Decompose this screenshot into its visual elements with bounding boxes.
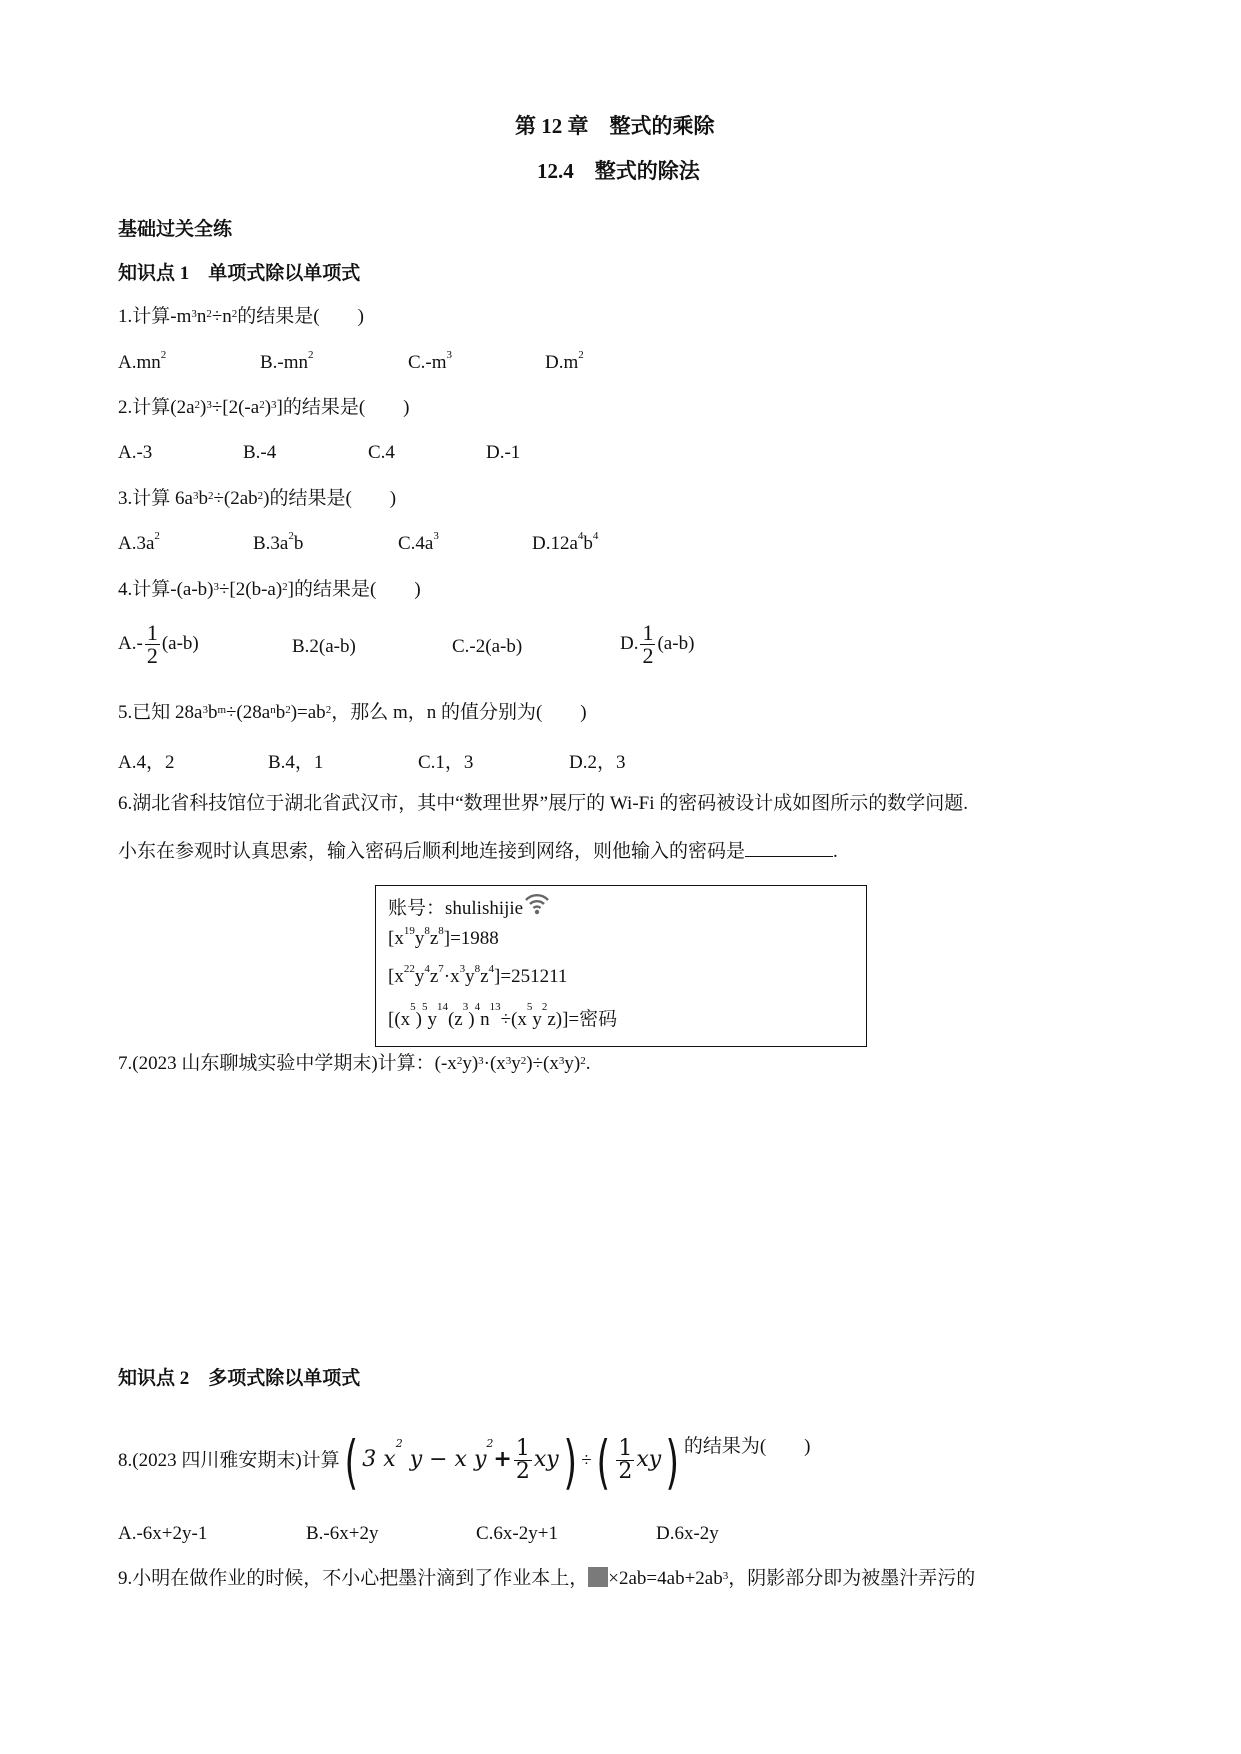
wifi-password-box bbox=[375, 885, 867, 1047]
q3-option-a[interactable]: $A.3a^2$ bbox=[118, 530, 160, 554]
q5-option-a[interactable]: A.4，2 bbox=[118, 752, 175, 773]
question-1: 1.计算$-m^3n^2\div n^2$的结果是( ) bbox=[118, 306, 364, 327]
q1-option-a[interactable]: $A.mn^2$ bbox=[118, 349, 167, 373]
q2-option-c[interactable]: C.4 bbox=[368, 442, 395, 463]
question-8: 8.(2023 四川雅安期末)计算( 3 $x^2$ y − x $y^2+$ $\frac{1}{2}$ xy) ÷( $\frac{1}{2}$ xy) 的结果为( ) bbox=[118, 1427, 811, 1496]
question-3: 3.计算 $6a^3b^2\div(2ab^2)$的结果是( ) bbox=[118, 488, 397, 509]
q2-option-b[interactable]: B.-4 bbox=[243, 442, 277, 463]
answer-blank[interactable] bbox=[745, 838, 833, 857]
wifi-account: 账号：shulishijie bbox=[388, 890, 550, 920]
q1-option-d[interactable]: $D.m^2$ bbox=[545, 349, 584, 373]
chapter-title: 第 12 章 整式的乘除 bbox=[515, 114, 715, 138]
q5-option-c[interactable]: C.1，3 bbox=[418, 752, 474, 773]
q3-option-d[interactable]: $D.12a^4b^4$ bbox=[532, 530, 599, 554]
wifi-clue-2: $[x^{22}y^4z^7\cdot x^3y^8z^4]=251211$ bbox=[388, 963, 568, 987]
fraction-one-half: $\frac{1}{2}$ bbox=[515, 1435, 530, 1484]
question-7: 7.(2023 山东聊城实验中学期末)计算：$(-x^2y)^3\cdot(x^3y^2)\div(x^3y)^2$. bbox=[118, 1053, 591, 1074]
q4-option-c[interactable]: C.-2(a-b) bbox=[452, 636, 523, 657]
q4-option-d[interactable]: D. $\frac{1}{2}$ (a-b) bbox=[620, 620, 695, 668]
wifi-icon bbox=[524, 890, 550, 916]
practice-title: 基础过关全练 bbox=[118, 219, 233, 240]
question-4: 4.计算$-(a-b)^3\div[2(b-a)^2]$的结果是( ) bbox=[118, 579, 421, 600]
q3-option-c[interactable]: $C.4a^3$ bbox=[398, 530, 439, 554]
fraction-one-half: $\frac{1}{2}$ bbox=[146, 620, 158, 668]
q8-option-a[interactable]: A.-6x+2y-1 bbox=[118, 1523, 208, 1544]
question-6-line-2: 小东在参观时认真思索，输入密码后顺利地连接到网络，则他输入的密码是 . bbox=[118, 838, 838, 864]
question-2: 2.计算$(2a^2)^3\div[2(-a^2)^3]$的结果是( ) bbox=[118, 397, 410, 418]
fraction-one-half: $\frac{1}{2}$ bbox=[642, 620, 654, 668]
q8-option-d[interactable]: D.6x-2y bbox=[656, 1523, 719, 1544]
question-5: 5.已知 $28a^3b^m\div(28a^nb^2)=ab^2$，那么 m，n 的值分别为( ) bbox=[118, 702, 587, 723]
q5-option-d[interactable]: D.2，3 bbox=[569, 752, 626, 773]
section-title: 12.4 整式的除法 bbox=[537, 159, 700, 183]
q4-option-b[interactable]: B.2(a-b) bbox=[292, 636, 356, 657]
q5-option-b[interactable]: B.4，1 bbox=[268, 752, 324, 773]
ink-blot bbox=[588, 1567, 608, 1587]
wifi-clue-1: $[x^{19}y^8z^8]=1988$ bbox=[388, 925, 499, 949]
q8-option-c[interactable]: C.6x-2y+1 bbox=[476, 1523, 558, 1544]
q4-option-a[interactable]: A.- $\frac{1}{2}$ (a-b) bbox=[118, 620, 199, 668]
fraction-one-half: $\frac{1}{2}$ bbox=[618, 1435, 633, 1484]
q2-option-a[interactable]: A.-3 bbox=[118, 442, 153, 463]
q1-option-b[interactable]: $B.-mn^2$ bbox=[260, 349, 314, 373]
question-9: 9.小明在做作业的时候，不小心把墨汁滴到了作业本上， $\times 2ab=4ab+2ab^3$，阴影部分即为被墨汁弄污的 bbox=[118, 1568, 976, 1589]
q2-option-d[interactable]: D.-1 bbox=[486, 442, 521, 463]
wifi-password-expression: $[(x^5)^5y^{14}(z^3)^4n^{13}\div(x^5y^2z)]=$密码 bbox=[388, 1001, 618, 1030]
knowledge-point-2: 知识点 2 多项式除以单项式 bbox=[118, 1368, 361, 1389]
question-6-line-1: 6.湖北省科技馆位于湖北省武汉市，其中“数理世界”展厅的 Wi-Fi 的密码被设计成如图所示的数学问题. bbox=[118, 793, 968, 814]
q8-option-b[interactable]: B.-6x+2y bbox=[306, 1523, 379, 1544]
q3-option-b[interactable]: $B.3a^2b$ bbox=[253, 530, 304, 554]
q1-option-c[interactable]: $C.-m^3$ bbox=[408, 349, 453, 373]
knowledge-point-1: 知识点 1 单项式除以单项式 bbox=[118, 263, 361, 284]
